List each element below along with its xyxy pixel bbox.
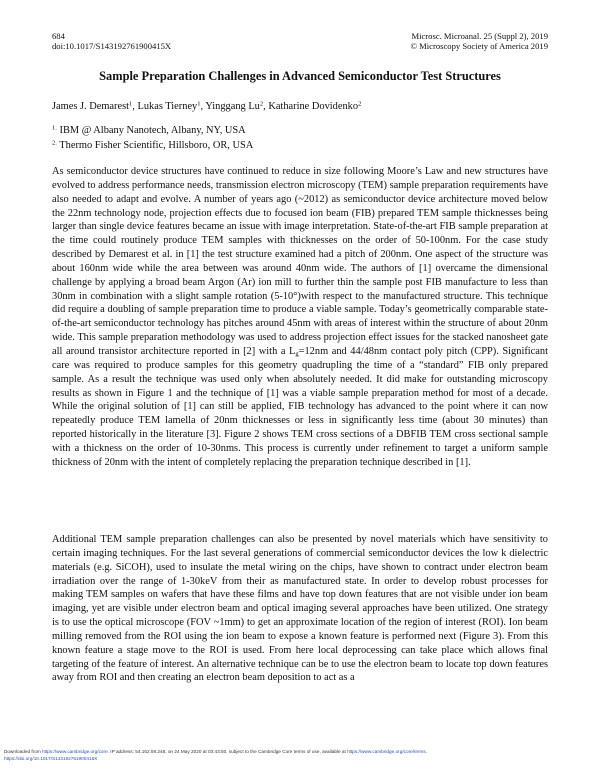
- terms-link[interactable]: https://www.cambridge.org/core/terms: [347, 749, 426, 754]
- affiliation: [52, 125, 246, 136]
- author-name: Yinggang Lu: [205, 101, 260, 112]
- subscript: g: [295, 350, 299, 358]
- author-name: Katharine Dovidenko: [268, 101, 359, 112]
- author-affiliation-mark: 1: [129, 100, 133, 108]
- affiliation: [52, 140, 253, 151]
- author-affiliation-mark: 1: [197, 100, 201, 108]
- footer-line: [4, 748, 596, 755]
- affiliation-mark: 1.: [52, 124, 57, 132]
- body-paragraph: [52, 165, 548, 470]
- footer-text: Downloaded from: [4, 749, 43, 754]
- body-paragraph: Additional TEM sample preparation challenges can also be presented by novel materials which have sensitivity to certain imaging techniques. For the last several generations of commercial semiconductor devices the low k dielectric materials (e.g. SiCOH), used to insulate the metal wiring on the chips, have shown to contract under electron beam irradiation over the range of 1-30keV from their as manufactured state. In order to develop robust processes for making TEM samples on wafers that have these films and have top down features that are not visible under ion beam imaging, yet are visible under electron beam and optical imaging several approaches have been utilized. One strategy is to use the optical microscope (FOV ~1mm) to get an approximate location of the region of interest (ROI). Ion beam milling removed from the ROI using the ion beam to expose a known feature is performed next (Figure 3). From this known feature a stage move to the ROI is used. From here local deprocessing can take place which allows final targeting of the feature of interest. An alternative technique can be to use the electron beam to locate top down features away from ROI and then creating an electron beam deposition to act as a: [52, 534, 548, 684]
- download-footer: [4, 748, 596, 762]
- affiliation-text: IBM @ Albany Nanotech, Albany, NY, USA: [59, 125, 246, 136]
- journal-citation: Microsc. Microanal. 25 (Suppl 2), 2019: [411, 31, 548, 41]
- author-affiliation-mark: 2: [259, 100, 264, 108]
- doi-link[interactable]: https://doi.org/10.1017/S143192761900415X: [4, 756, 98, 761]
- footer-text: .: [425, 749, 428, 754]
- paper-title: Sample Preparation Challenges in Advanced Semiconductor Test Structures: [99, 69, 501, 83]
- page-number: 684: [52, 31, 65, 41]
- affiliation-text: Thermo Fisher Scientific, Hillsboro, OR, USA: [59, 140, 254, 151]
- footer-line: [4, 755, 596, 762]
- doi: doi:10.1017/S143192761900415X: [52, 41, 172, 51]
- footer-text: . IP address: 54.162.69.248, on 24 May 2020 at 03:43:50, subject to the Cambridge Core terms of use, available at: [107, 749, 348, 754]
- author-name: James J. Demarest: [52, 101, 130, 112]
- paragraph-text: As semiconductor device structures have continued to reduce in size following Moore’s Law and new structures have evolved to address performance needs, transmission electron microscopy (TEM) sample preparation requirements have also needed to adapt and evolve. A number of years ago (~2012) as semiconductor device architecture moved below the 22nm technology node, projection effects due to focused ion beam (FIB) prepared TEM sample thicknesses being larger than single device features became an issue with image interpretation. State-of-the-art FIB sample preparation at the time could routinely produce TEM samples with thicknesses on the order of 50-100nm. For the case study described by Demarest et al. in [1] the test structure examined had a pitch of 200nm. One aspect of the structure was about 160nm wide while the area between was around 40nm wide. The authors of [1] overcame the dimensional challenge by applying a broad beam Argon (Ar) ion mill to further thin the sample post FIB manufacture to less than 30nm in combination with a slight sample rotation (5-10°)with respect to the manufactured structure. This technique did require a doubling of sample preparation time to produce a viable sample. Today’s geometrically comparable state-of-the-art semiconductor technology has pitches around 45nm with areas of interest within the structure of about 20nm wide. This sample preparation methodology was used to address projection effect issues for the stacked nanosheet gate all around transistor architecture reported in [2] with a L: [52, 166, 548, 357]
- author-list: James J. Demarest$^1$, Lukas Tierney$^1$, Yinggang Lu$^2$, Katharine Dovidenko$^2$: [52, 100, 362, 112]
- running-header-left: [52, 31, 171, 51]
- copyright: © Microscopy Society of America 2019: [410, 41, 548, 51]
- core-link[interactable]: https://www.cambridge.org/core: [42, 749, 108, 754]
- author-name: Lukas Tierney: [137, 101, 198, 112]
- affiliation-mark: 2.: [52, 139, 57, 147]
- paragraph-text: =12nm and 44/48nm contact poly pitch (CPP). Significant care was required to produce samples for this geometry quadrupling the time of a “standard” FIB only prepared sample. As a result the technique was used only when absolutely needed. It did make for outstanding microscopy results as shown in Figure 1 and the technique of [1] was a viable sample preparation method for most of a decade. While the original solution of [1] can still be applied, FIB technology has advanced to the point where it can now repeatedly produce TEM lamella of 20nm thicknesses or less in significantly less time (about 30 minutes) than reported historically in the literature [3]. Figure 2 shows TEM cross sections of a DBFIB TEM cross sectional sample with a thickness on the order of 10-30nms. This process is currently under refinement to target a uniform sample thickness of 20nm with the intent of completely replacing the preparation technique described in [1].: [52, 345, 548, 468]
- author-affiliation-mark: 2: [358, 100, 362, 108]
- running-header-right: [410, 31, 548, 51]
